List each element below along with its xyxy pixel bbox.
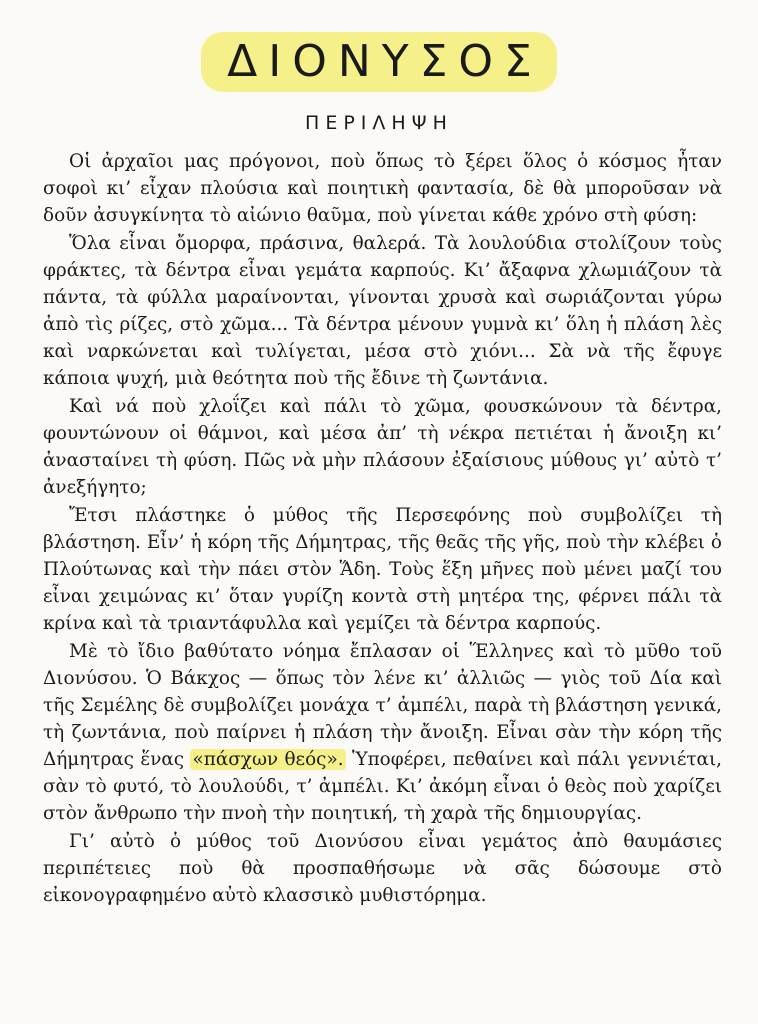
- page-title: ΔΙΟΝΥΣΟΣ: [201, 32, 557, 92]
- paragraph-5-before: Μὲ τὸ ἴδιο βαθύτατο νόημα ἔπλασαν οἱ Ἕλληνες καὶ τὸ μῦθο τοῦ Διονύσου. Ὁ Βάκχος — ὅπως τὸν λένε κι’ ἀλλιῶς — γιὸς τοῦ Δία καὶ τῆς Σεμέλης δὲ συμβολίζει μονάχα τ’ ἀμπέλι, παρὰ τὴ βλάστηση γενικά, τὴ ζωντάνια, ποὺ παίρνει ἡ πλάση τὴν ἄνοιξη. Εἶναι σὰν τὴν κόρη τῆς Δήμητρας ἕνας: [43, 641, 722, 770]
- paragraph-1: Οἱ ἀρχαῖοι μας πρόγονοι, ποὺ ὅπως τὸ ξέρει ὅλος ὁ κόσμος ἦταν σοφοὶ κι’ εἶχαν πλούσια καὶ ποιητικὴ φαντασία, δὲ θὰ μποροῦσαν νὰ δοῦν ἀσυγκίνητα τὸ αἰώνιο θαῦμα, ποὺ γίνεται κάθε χρόνο στὴ φύση:: [43, 151, 722, 226]
- paragraph-5-after: Ὑποφέρει, πεθαίνει καὶ πάλι γεννιέται, σὰν τὸ φυτό, τὸ λουλούδι, τ’ ἀμπέλι. Κι’ ἀκόμη εἶναι ὁ θεὸς ποὺ χαρίζει στὸν ἄνθρωπο τὴν πνοὴ τὴν ποιητική, τὴ χαρὰ τῆς δημιουργίας.: [43, 749, 722, 824]
- paragraph-6: Γι’ αὐτὸ ὁ μύθος τοῦ Διονύσου εἶναι γεμάτος ἀπὸ θαυμάσιες περιπέτειες ποὺ θὰ προσπαθήσωμε νὰ σᾶς δώσουμε στὸ εἰκονογραφημένο αὐτὸ κλασσικὸ μυθιστόρημα.: [43, 831, 722, 906]
- title-area: [0, 32, 758, 92]
- page-subtitle: ΠΕΡΙΛΗΨΗ: [305, 112, 453, 134]
- subtitle-area: [0, 112, 758, 134]
- paragraph-2: Ὅλα εἶναι ὄμορφα, πράσινα, θαλερά. Τὰ λουλούδια στολίζουν τοὺς φράκτες, τὰ δέντρα εἶναι γεμάτα καρπούς. Κι’ ἄξαφνα χλωμιάζουν τὰ πάντα, τὰ φύλλα μαραίνονται, γίνονται χρυσὰ καὶ σωριάζονται γύρω ἀπὸ τὶς ρίζες, στὸ χῶμα... Τὰ δέντρα μένουν γυμνὰ κι’ ὅλη ἡ πλάση λὲς καὶ ναρκώνεται καὶ τυλίγεται, μέσα στὸ χιόνι... Σὰ νὰ τῆς ἔφυγε κάποια ψυχή, μιὰ θεότητα ποὺ τῆς ἔδινε τὴ ζωντάνια.: [43, 233, 722, 389]
- paragraph-3: Καὶ νά ποὺ χλοΐζει καὶ πάλι τὸ χῶμα, φουσκώνουν τὰ δέντρα, φουντώνουν οἱ θάμνοι, καὶ μέσα ἀπ’ τὴ νέκρα πετιέται ἡ ἄνοιξη κι’ ἀνασταίνει τὴ φύση. Πῶς νὰ μὴν πλάσουν ἐξαίσιους μύθους γι’ αὐτὸ τ’ ἀνεξήγητο;: [43, 396, 722, 498]
- paragraph-4: Ἔτσι πλάστηκε ὁ μύθος τῆς Περσεφόνης ποὺ συμβολίζει τὴ βλάστηση. Εἶν’ ἡ κόρη τῆς Δήμητρας, τῆς θεᾶς τῆς γῆς, ποὺ τὴν κλέβει ὁ Πλούτωνας καὶ τὴν πάει στὸν Ἅδη. Τοὺς ἕξη μῆνες ποὺ μένει μαζί του εἶναι χειμώνας κι’ ὅταν γυρίζη κοντὰ στὴ μητέρα της, φέρνει πάλι τὰ κρίνα καὶ τὰ τριαντάφυλλα καὶ γεμίζει τὰ δέντρα καρπούς.: [43, 505, 722, 634]
- paragraph-5: [43, 638, 722, 827]
- highlighted-phrase: «πάσχων θεός».: [192, 749, 344, 770]
- body-text: [43, 148, 722, 910]
